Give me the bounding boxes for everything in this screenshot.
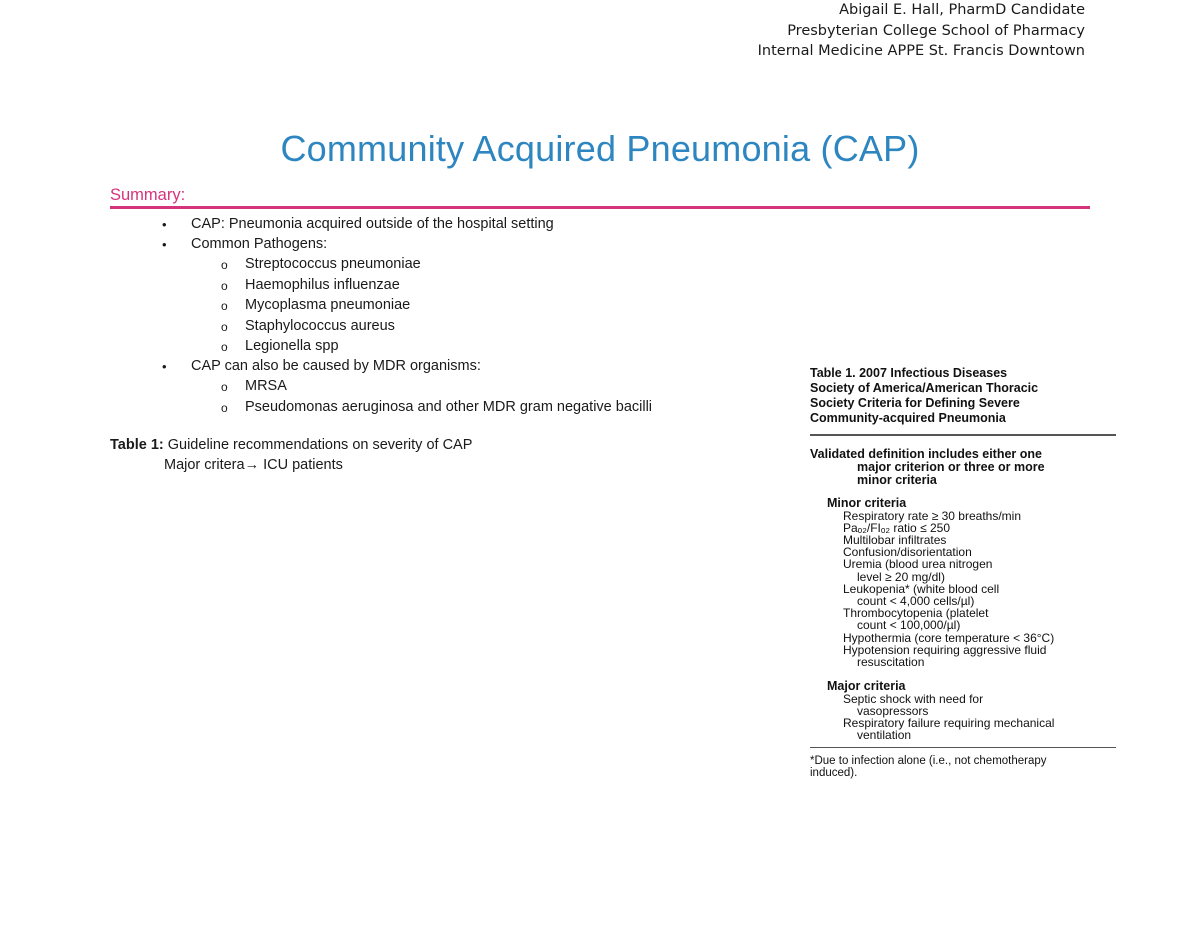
list-item bbox=[110, 215, 810, 235]
table-caption bbox=[110, 436, 472, 475]
list-item-text: Common Pathogens: bbox=[191, 235, 328, 252]
criteria-item: level ≥ 20 mg/dl) bbox=[857, 569, 945, 584]
sub-list-item-text: Pseudomonas aeruginosa and other MDR gram negative bacilli bbox=[245, 398, 653, 415]
sub-list-item bbox=[110, 397, 810, 418]
criteria-footnote bbox=[810, 748, 1120, 779]
list-item bbox=[110, 357, 810, 377]
criteria-title-line: 2007 Infectious Diseases bbox=[855, 366, 1008, 380]
summary-list bbox=[110, 215, 810, 417]
criteria-item: count < 4,000 cells/µl) bbox=[857, 593, 975, 608]
list-item bbox=[110, 235, 810, 255]
sub-bullet-icon: o bbox=[221, 319, 228, 334]
bullet-icon: • bbox=[162, 358, 167, 374]
criteria-item: Hypothermia (core temperature < 36°C) bbox=[843, 630, 1055, 645]
sub-list-item-text: MRSA bbox=[245, 378, 287, 394]
school-name: Presbyterian College School of Pharmacy bbox=[787, 22, 1085, 39]
criteria-table-title bbox=[810, 366, 1120, 434]
footnote-line: induced). bbox=[810, 767, 858, 780]
sub-list-item-text: Streptococcus pneumoniae bbox=[245, 256, 421, 272]
criteria-item: Confusion/disorientation bbox=[843, 545, 972, 560]
criteria-item: vasopressors bbox=[857, 703, 929, 718]
sub-list-item bbox=[110, 295, 810, 316]
major-criteria-list bbox=[810, 693, 1120, 742]
author-name: Abigail E. Hall, PharmD Candidate bbox=[839, 2, 1085, 18]
definition-line: major criterion or three or more bbox=[857, 460, 1045, 474]
criteria-item: Leukopenia* (white blood cell bbox=[843, 581, 1000, 596]
sub-list-item bbox=[110, 254, 810, 275]
footnote-line: *Due to infection alone (i.e., not chemotherapy bbox=[810, 755, 1047, 768]
definition-line: Validated definition includes either one bbox=[810, 447, 1042, 461]
criteria-title-line: Society of America/American Thoracic bbox=[810, 381, 1039, 395]
sub-list-item bbox=[110, 275, 810, 296]
criteria-item: Hypotension requiring aggressive fluid bbox=[843, 642, 1047, 657]
sub-bullet-icon: o bbox=[221, 278, 228, 293]
summary-heading: Summary: bbox=[110, 186, 1090, 209]
author-header bbox=[758, 0, 1085, 62]
sub-list-item-text: Haemophilus influenzae bbox=[245, 276, 400, 293]
sub-bullet-icon: o bbox=[221, 400, 228, 415]
criteria-item: Septic shock with need for bbox=[843, 691, 984, 706]
criteria-item: count < 100,000/µl) bbox=[857, 618, 961, 633]
sub-list-item bbox=[110, 316, 810, 337]
table-caption-text: Guideline recommendations on severity of CAP bbox=[163, 437, 473, 453]
sub-list-item bbox=[110, 376, 810, 397]
criteria-item: Uremia (blood urea nitrogen bbox=[843, 557, 993, 572]
criteria-item: Paₒ₂/FIₒ₂ ratio ≤ 250 bbox=[843, 520, 951, 535]
sub-bullet-icon: o bbox=[221, 258, 228, 272]
criteria-item: Thrombocytopenia (platelet bbox=[843, 606, 989, 621]
bullet-icon: • bbox=[162, 236, 167, 252]
bullet-icon: • bbox=[162, 217, 167, 232]
table-caption-label: Table 1: bbox=[110, 437, 164, 453]
sub-list-item-text: Mycoplasma pneumoniae bbox=[245, 297, 411, 313]
criteria-item: resuscitation bbox=[857, 654, 925, 669]
criteria-item: Respiratory failure requiring mechanical bbox=[843, 716, 1055, 731]
criteria-item: Multilobar infiltrates bbox=[843, 532, 947, 547]
sub-list-item-text: Staphylococcus aureus bbox=[245, 317, 395, 334]
minor-criteria-heading: Minor criteria bbox=[827, 496, 907, 510]
criteria-definition bbox=[810, 436, 1120, 497]
criteria-table-figure bbox=[810, 366, 1120, 779]
criteria-title-line: Community-acquired Pneumonia bbox=[810, 411, 1006, 425]
criteria-item: Respiratory rate ≥ 30 breaths/min bbox=[843, 508, 1021, 523]
sub-bullet-icon: o bbox=[221, 299, 228, 313]
criteria-item: ventilation bbox=[857, 728, 912, 743]
minor-criteria-list bbox=[810, 510, 1120, 669]
page-title: Community Acquired Pneumonia (CAP) bbox=[280, 128, 920, 169]
sub-list-item-text: Legionella spp bbox=[245, 338, 339, 354]
list-item-text: CAP: Pneumonia acquired outside of the hospital setting bbox=[191, 216, 554, 232]
criteria-table-label: Table 1. bbox=[810, 366, 856, 380]
table-caption-note: Major critera→ ICU patients bbox=[164, 456, 343, 473]
major-criteria-heading: Major criteria bbox=[827, 679, 906, 694]
definition-line: minor criteria bbox=[857, 473, 937, 487]
rotation-name: Internal Medicine APPE St. Francis Downtown bbox=[757, 43, 1085, 59]
sub-bullet-icon: o bbox=[221, 380, 228, 394]
criteria-title-line: Society Criteria for Defining Severe bbox=[810, 396, 1020, 410]
list-item-text: CAP can also be caused by MDR organisms: bbox=[191, 357, 481, 374]
sub-bullet-icon: o bbox=[221, 340, 228, 354]
sub-list-item bbox=[110, 336, 810, 357]
